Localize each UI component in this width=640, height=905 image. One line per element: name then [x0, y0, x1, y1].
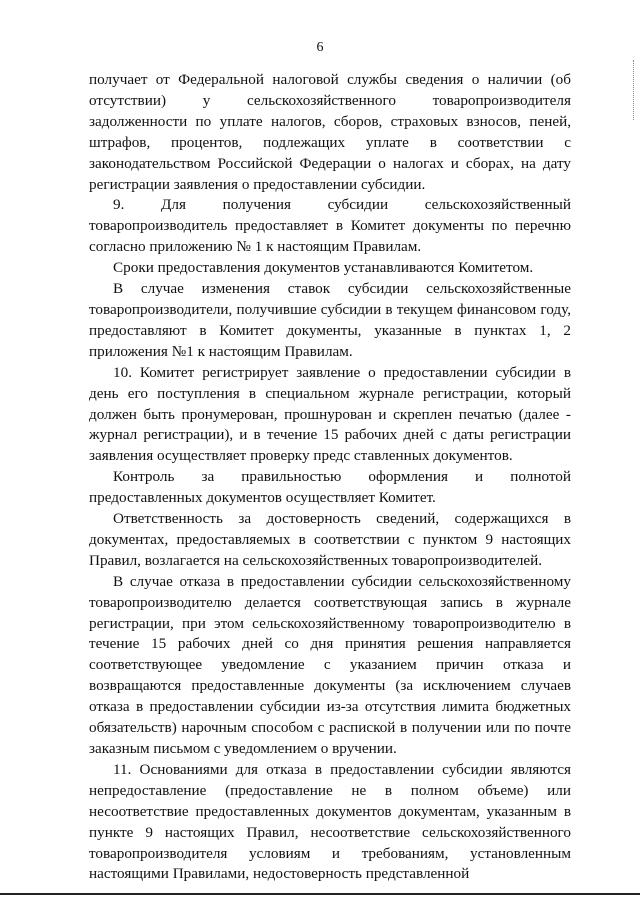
- paragraph-control: Контроль за правильностью оформления и полнотой предоставленных документов осуществляет Комитет.: [89, 468, 571, 507]
- document-body: [89, 70, 571, 885]
- paragraph-10: 10. Комитет регистрирует заявление о предоставлении субсидии в день его поступления в специальном журнале регистрации, который должен быть пронумерован, прошнурован и скреплен печатью (далее - журнал регистрации), и в течение 15 рабочих дней с даты регистрации заявления осуществляет проверку предс ставленных документов.: [89, 363, 571, 465]
- paragraph-11: 11. Основаниями для отказа в предоставлении субсидии являются непредоставление (предоставление не в полном объеме) или несоответствие предоставленных документов документам, указанным в пункте 9 настоящих Правил, несоответствие сельскохозяйственного товаропроизводителя условиям и требованиям, установленным настоящими Правилами, недостоверность представленной: [89, 760, 571, 883]
- paragraph-rate-change: В случае изменения ставок субсидии сельскохозяйственные товаропроизводители, получившие субсидии в текущем финансовом году, предоставляют в Комитет документы, указанные в пунктах 1, 2 приложения №1 к настоящим Правилам.: [89, 280, 571, 360]
- paragraph-continuation: получает от Федеральной налоговой службы сведения о наличии (об отсутствии) у сельскохозяйственного товаропроизводителя задолженности по уплате налогов, сборов, страховых взносов, пеней, штрафов, процентов, подлежащих уплате в соответствии с законодательством Российской Федерации о налогах и сборах, на дату регистрации заявления о предоставлении субсидии.: [89, 71, 571, 193]
- page-number: 6: [316, 40, 324, 55]
- paragraph-9: 9. Для получения субсидии сельскохозяйственный товаропроизводитель предоставляет в Комитет документы по перечню согласно приложению № 1 к настоящим Правилам.: [89, 196, 571, 256]
- paragraph-responsibility: Ответственность за достоверность сведений, содержащихся в документах, предоставляемых в соответствии с пунктом 9 настоящих Правил, возлагается на сельскохозяйственных товаропроизводителей.: [89, 510, 571, 569]
- paragraph-refusal: В случае отказа в предоставлении субсидии сельскохозяйственному товаропроизводителю делается соответствующая запись в журнале регистрации, при этом сельскохозяйственному товаропроизводителю в течение 15 рабочих дней со дня принятия решения направляется соответствующее уведомление с указанием причин отказа и возвращаются предоставленные документы (за исключением случаев отказа в предоставлении субсидии из-за отсутствия лимита бюджетных обязательств) нарочным способом с распиской в получении или по почте заказным письмом с уведомлением о вручении.: [89, 572, 571, 757]
- paragraph-deadlines: Сроки предоставления документов устанавливаются Комитетом.: [113, 259, 534, 277]
- bottom-rule: [0, 893, 640, 895]
- margin-mark: [633, 60, 638, 120]
